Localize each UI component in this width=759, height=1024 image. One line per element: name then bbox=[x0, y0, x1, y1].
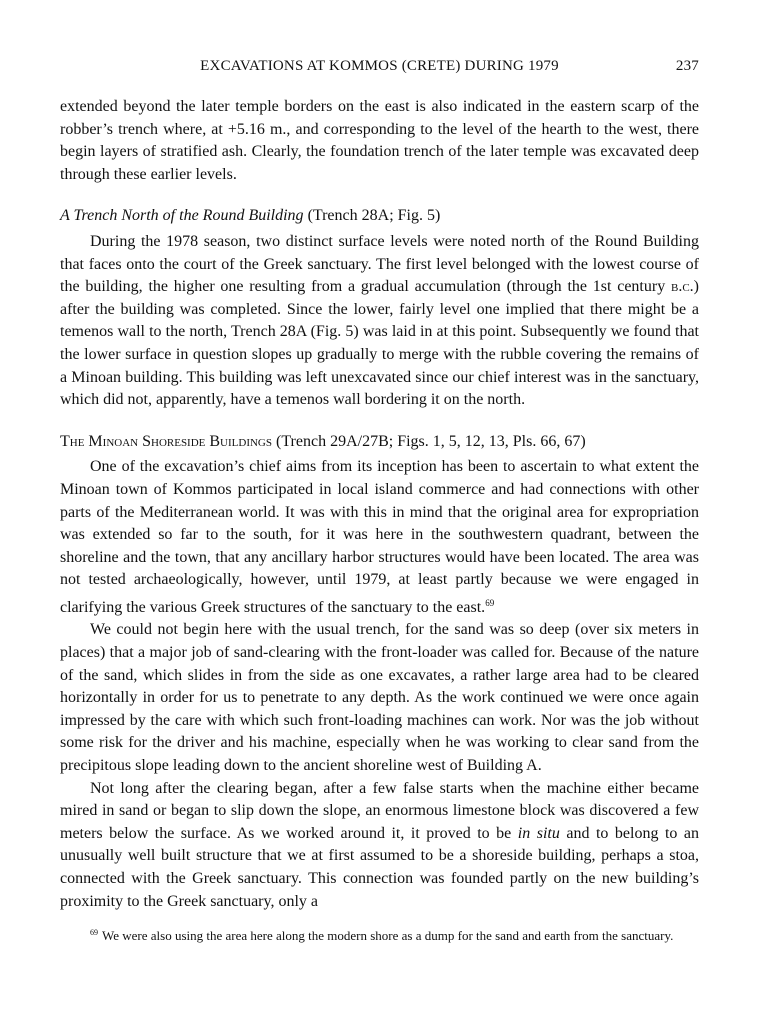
running-head bbox=[60, 58, 699, 82]
footnote-number: 69 bbox=[90, 928, 98, 937]
paragraph-intro: extended beyond the later temple borders on the east is also indicated in the eastern scarp of the robber’s trench where, at +5.16 m., and corresponding to the level of the hearth to the west, there begin layers of stratified ash. Clearly, the foundation trench of the later temple was excavated deep through these earlier levels. bbox=[60, 98, 699, 183]
footnote-reference: 69 bbox=[485, 597, 495, 608]
text-run: ) after the building was completed. Since the lower, fairly level one implied that there might be a temenos wall to the north, Trench 28A (Fig. 5) was laid in at this point. Subsequently we found that the lower surface in question slopes up gradually to merge with the rubble covering the remains of a Minoan building. This building was left unexcavated since our chief interest was in the sanctuary, which did not, apparently, have a temenos wall bordering it on the north. bbox=[60, 278, 699, 409]
section-heading-trench-28a bbox=[60, 205, 699, 228]
paragraph-shoreside-1 bbox=[60, 456, 699, 619]
paragraph-trench-28a bbox=[60, 231, 699, 412]
italic-phrase: in situ bbox=[517, 824, 560, 842]
section-heading-ref: (Trench 29A/27B; Figs. 1, 5, 12, 13, Pls. 66, 67) bbox=[272, 432, 586, 450]
text-run: During the 1978 season, two distinct surface levels were noted north of the Round Building that faces onto the court of the Greek sanctuary. The first level belonged with the lowest course of the building, the higher one resulting from a gradual accumulation (through the 1st century bbox=[60, 232, 699, 296]
text-run: Not long after the clearing began, after a few false starts when the machine either became mired in sand or began to slip down the slope, an enormous limestone block was discovered a few meters below the surface. As we worked around it, it proved to be bbox=[60, 779, 699, 842]
text-run: and to belong to an unusually well built structure that we at first assumed to be a shoreside building, perhaps a stoa, connected with the Greek sanctuary. This connection was founded partly on the new building’s proximity to the Greek sanctuary, only a bbox=[60, 824, 700, 910]
paragraph-shoreside-2: We could not begin here with the usual trench, for the sand was so deep (over six meters in places) that a major job of sand-clearing with the front-loader was called for. Because of the nature of the sand, which slides in from the side as one excavates, a rather large area had to be cleared horizontally in order for us to penetrate to any depth. As the work continued we were once again impressed by the care with which such front-loading machines can work. Nor was the job without some risk for the driver and his machine, especially when he was working to clear sand from the precipitous slope leading down to the ancient shoreline west of Building A. bbox=[60, 621, 699, 775]
section-heading-shoreside bbox=[60, 431, 699, 454]
footnote-text: We were also using the area here along the modern shore as a dump for the sand and earth from the sanctuary. bbox=[99, 928, 674, 943]
page-body bbox=[60, 58, 699, 913]
section-heading-title: The Minoan Shoreside Buildings bbox=[60, 432, 272, 450]
section-heading-ref: (Trench 28A; Fig. 5) bbox=[303, 207, 441, 225]
footnote bbox=[60, 924, 699, 945]
paragraph-shoreside-3 bbox=[60, 778, 699, 914]
running-head-title: EXCAVATIONS AT KOMMOS (CRETE) DURING 1979 bbox=[200, 58, 559, 74]
era-abbreviation: b.c. bbox=[670, 278, 694, 296]
section-heading-title: A Trench North of the Round Building bbox=[60, 207, 304, 225]
text-run: One of the excavation’s chief aims from its inception has been to ascertain to what extent the Minoan town of Kommos participated in local island commerce and had connections with other parts of the Mediterranean world. It was with this in mind that the original area for expropriation was extended so far to the south, for it was here in the southwestern quadrant, between the shoreline and the town, that any ancillary harbor structures would have been located. The area was not tested archaeologically, however, until 1979, at least partly because we were engaged in clarifying the various Greek structures of the sanctuary to the east. bbox=[60, 458, 699, 616]
page-number: 237 bbox=[675, 58, 699, 74]
